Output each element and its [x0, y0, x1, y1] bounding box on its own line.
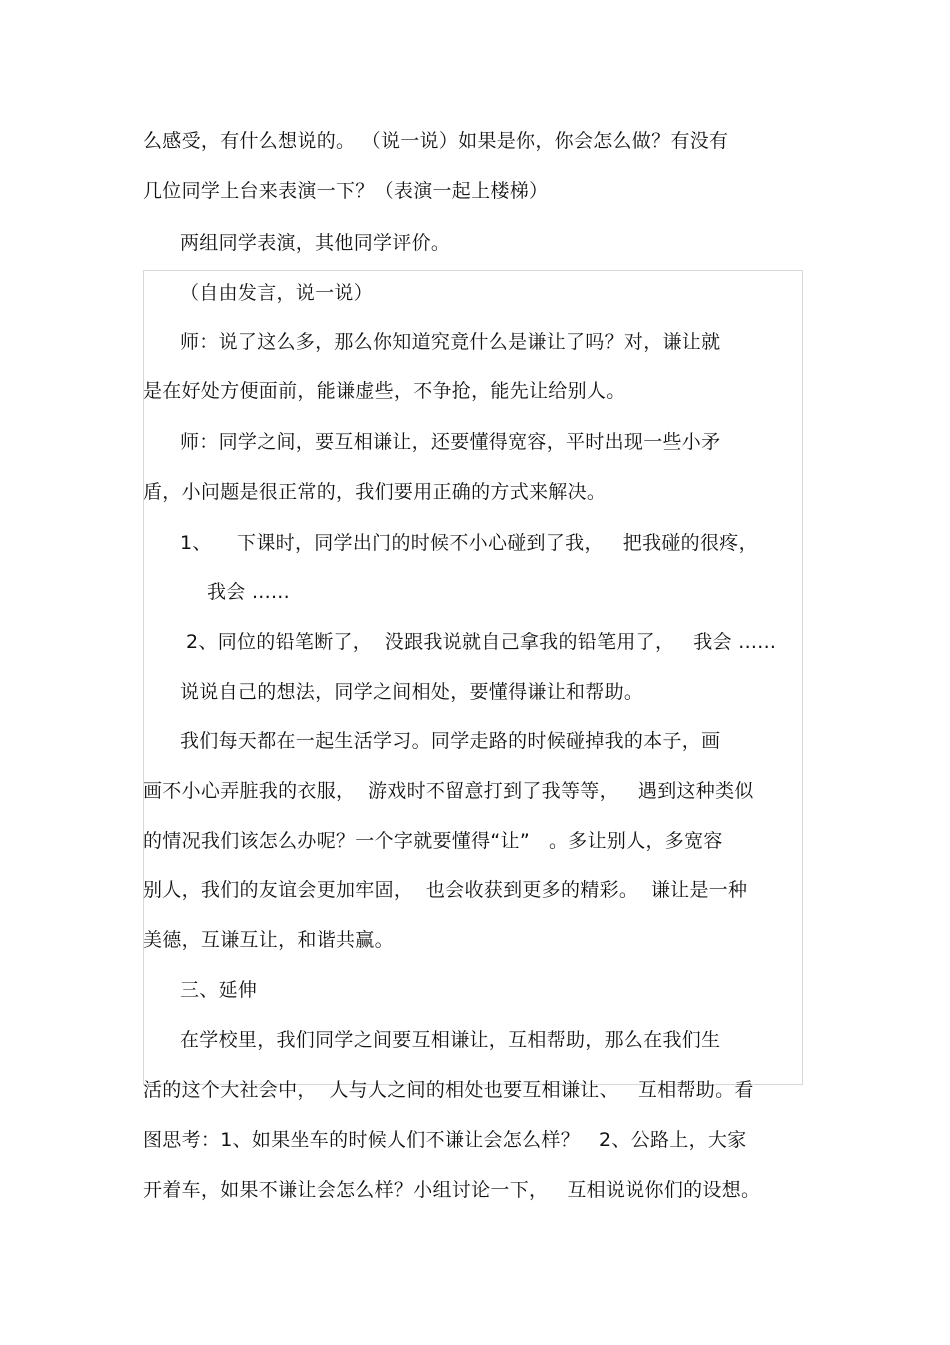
paragraph-line: 图思考：1、如果坐车的时候人们不谦让会怎么样？ 2、公路上，大家	[143, 1129, 747, 1151]
paragraph-line: 的情况我们该怎么办呢？一个字就要懂得“让” 。多让别人，多宽容	[143, 830, 723, 852]
paragraph-line: （自由发言，说一说）	[180, 282, 374, 304]
paragraph-line: 别人，我们的友谊会更加牢固， 也会收获到更多的精彩。 谦让是一种	[143, 879, 748, 901]
paragraph-line: 我们每天都在一起生活学习。同学走路的时候碰掉我的本子，画	[180, 730, 721, 752]
paragraph-line: 美德，互谦互让，和谐共赢。	[143, 929, 394, 951]
paragraph-line: 在学校里，我们同学之间要互相谦让，互相帮助，那么在我们生	[180, 1029, 721, 1051]
paragraph-line: 是在好处方便面前，能谦虚些，不争抢，能先让给别人。	[143, 380, 626, 402]
paragraph-line: 么感受，有什么想说的。 （说一说）如果是你，你会怎么做？有没有	[143, 130, 729, 152]
list-item-1: 1、 下课时，同学出门的时候不小心碰到了我， 把我碰的很疼，	[180, 532, 758, 554]
paragraph-line: 活的这个大社会中， 人与人之间的相处也要互相谦让、 互相帮助。看	[143, 1079, 754, 1101]
paragraph-line: 盾，小问题是很正常的，我们要用正确的方式来解决。	[143, 481, 607, 503]
paragraph-line: 画不小心弄脏我的衣服， 游戏时不留意打到了我等等， 遇到这种类似	[143, 780, 754, 802]
list-item-2: 2、同位的铅笔断了， 没跟我说就自己拿我的铅笔用了， 我会 ......	[186, 631, 777, 653]
paragraph-line: 师：同学之间，要互相谦让，还要懂得宽容，平时出现一些小矛	[180, 431, 721, 453]
paragraph-line: 开着车，如果不谦让会怎么样？小组讨论一下， 互相说说你们的设想。	[143, 1179, 761, 1201]
list-item-1-continuation: 我会 ......	[207, 581, 290, 603]
section-heading: 三、延伸	[180, 979, 258, 1001]
paragraph-line: 说说自己的想法，同学之间相处，要懂得谦让和帮助。	[180, 681, 644, 703]
paragraph-line: 师：说了这么多，那么你知道究竟什么是谦让了吗？对，谦让就	[180, 331, 721, 353]
paragraph-line: 几位同学上台来表演一下？（表演一起上楼梯）	[143, 180, 549, 202]
paragraph-line: 两组同学表演，其他同学评价。	[180, 232, 451, 254]
